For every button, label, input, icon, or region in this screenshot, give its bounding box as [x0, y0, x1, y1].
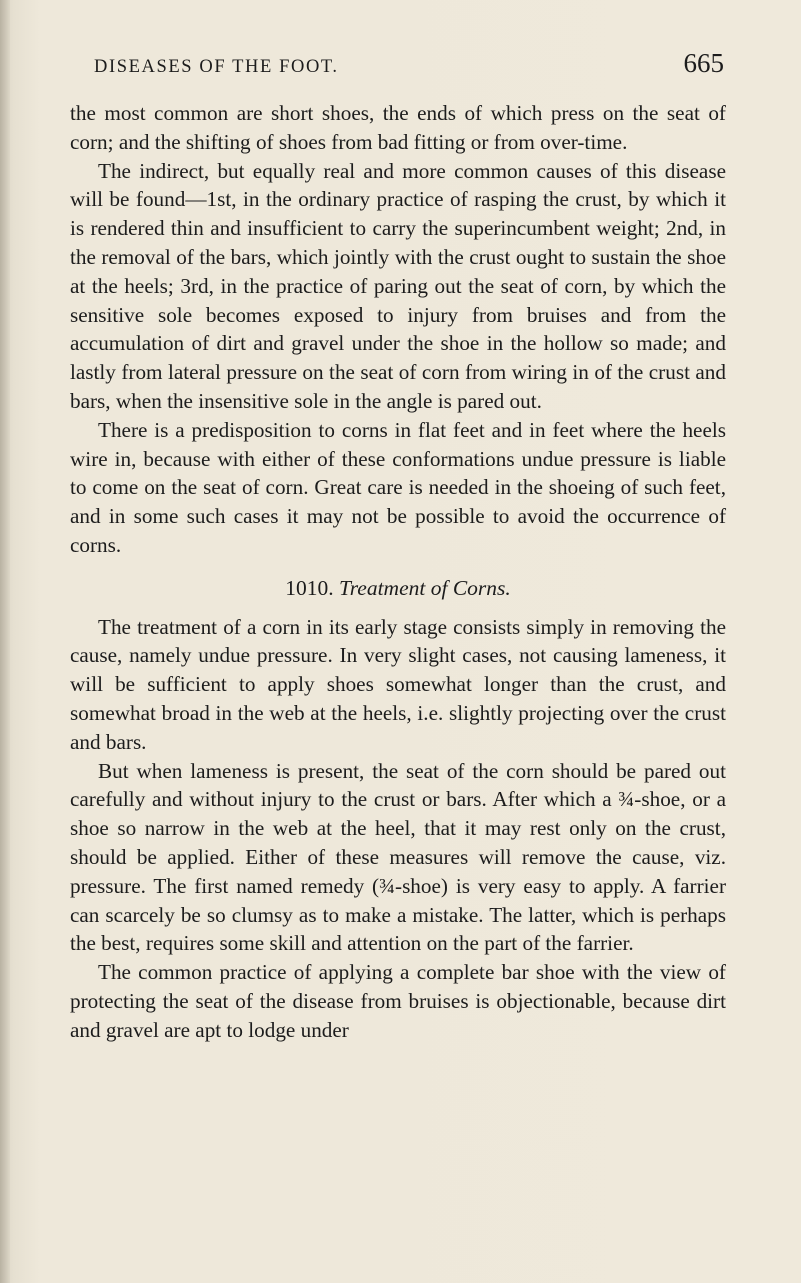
page-number: 665 — [683, 48, 724, 78]
page-header — [64, 48, 724, 86]
paragraph: The common practice of applying a complete bar shoe with the view of protecting the seat of the disease from bruises is objectionable, because dirt and gravel are apt to lodge under — [70, 960, 726, 1042]
paragraph: The indirect, but equally real and more common causes of this disease will be found—1st, in the ordinary practice of rasping the crust, by which it is rendered thin and insufficient to carry the superincumbent weight; 2nd, in the removal of the bars, which jointly with the crust ought to sustain the shoe at the heels; 3rd, in the practice of paring out the seat of corn, by which the sensitive sole becomes exposed to injury from bruises and from the accumulation of dirt and gravel under the shoe in the hollow so made; and lastly from lateral pressure on the seat of corn from wiring in of the crust and bars, when the insensitive sole in the angle is pared out. — [70, 158, 726, 413]
section-number: 1010. — [285, 575, 334, 600]
paragraph: The treatment of a corn in its early stage consists simply in removing the cause, namely undue pressure. In very slight cases, not causing lameness, it will be sufficient to apply shoes somewhat longer than the crust, and somewhat broad in the web at the heels, i.e. slightly projecting over the crust and bars. — [70, 614, 726, 754]
running-head: DISEASES OF THE FOOT. — [94, 57, 339, 77]
body-text — [70, 99, 726, 1045]
paragraph: the most common are short shoes, the ends of which press on the seat of corn; and the shifting of shoes from bad fitting or from over-time. — [70, 101, 726, 154]
section-heading — [70, 574, 726, 603]
paragraph: There is a predisposition to corns in flat feet and in feet where the heels wire in, because with either of these conformations undue pressure is liable to come on the seat of corn. Great care is needed in the shoeing of such feet, and in some such cases it may not be possible to avoid the occurrence of corns. — [70, 417, 726, 557]
section-title: Treatment of Corns. — [338, 575, 511, 600]
paragraph: But when lameness is present, the seat of the corn should be pared out carefully and without injury to the crust or bars. After which a ¾-shoe, or a shoe so narrow in the web at the heel, that it may rest only on the crust, should be applied. Either of these measures will remove the cause, viz. pressure. The first named remedy (¾-shoe) is very easy to apply. A farrier can scarcely be so clumsy as to make a mistake. The latter, which is perhaps the best, requires some skill and attention on the part of the farrier. — [70, 758, 726, 956]
page-binding-edge — [0, 0, 10, 1283]
